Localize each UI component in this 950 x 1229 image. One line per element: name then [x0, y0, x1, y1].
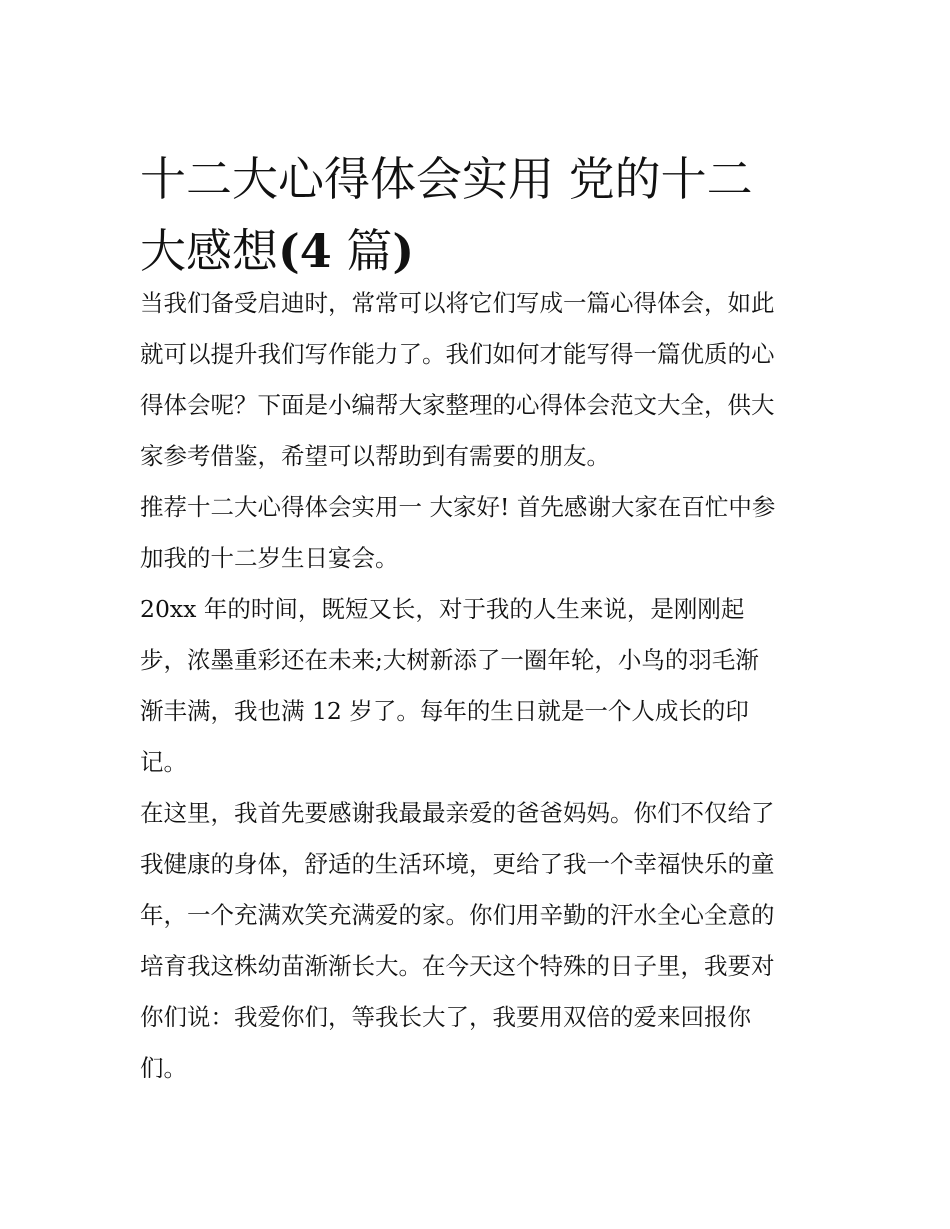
paragraph-line: 培育我这株幼苗渐渐长大。在今天这个特殊的日子里，我要对: [140, 952, 775, 980]
title-line-1: 十二大心得体会实用 党的十二: [140, 151, 753, 206]
paragraph-line: 记。: [140, 748, 187, 776]
paragraph-line: 推荐十二大心得体会实用一 大家好! 首先感谢大家在百忙中参: [140, 493, 776, 521]
paragraph-thanks-parents: [140, 788, 820, 1094]
document-title: [140, 143, 820, 287]
paragraph-line: 渐丰满，我也满 12 岁了。每年的生日就是一个人成长的印: [140, 697, 749, 725]
paragraph-birthday: [140, 584, 820, 788]
title-count-close: ): [392, 223, 415, 278]
title-line-2-text: 大感想: [140, 223, 278, 278]
paragraph-line: 步，浓墨重彩还在未来;大树新添了一圈年轮，小鸟的羽毛渐: [140, 646, 759, 674]
paragraph-intro: [140, 278, 820, 482]
paragraph-line: 得体会呢？下面是小编帮大家整理的心得体会范文大全，供大: [140, 391, 775, 419]
paragraph-greeting: [140, 482, 820, 584]
paragraph-line: 在这里，我首先要感谢我最最亲爱的爸爸妈妈。你们不仅给了: [140, 799, 775, 827]
title-count-open: (4: [278, 223, 332, 278]
paragraph-line: 20xx 年的时间，既短又长，对于我的人生来说，是刚刚起: [140, 595, 745, 623]
paragraph-line: 年，一个充满欢笑充满爱的家。你们用辛勤的汗水全心全意的: [140, 901, 775, 929]
paragraph-line: 们。: [140, 1054, 187, 1082]
paragraph-line: 加我的十二岁生日宴会。: [140, 544, 399, 572]
paragraph-line: 家参考借鉴，希望可以帮助到有需要的朋友。: [140, 442, 610, 470]
title-count-unit: 篇: [346, 223, 393, 278]
paragraph-line: 我健康的身体，舒适的生活环境，更给了我一个幸福快乐的童: [140, 850, 775, 878]
paragraph-line: 你们说：我爱你们，等我长大了，我要用双倍的爱来回报你: [140, 1003, 751, 1031]
paragraph-line: 当我们备受启迪时，常常可以将它们写成一篇心得体会，如此: [140, 289, 775, 317]
document-body: [140, 278, 820, 1094]
paragraph-line: 就可以提升我们写作能力了。我们如何才能写得一篇优质的心: [140, 340, 775, 368]
title-line-2: [140, 215, 820, 287]
